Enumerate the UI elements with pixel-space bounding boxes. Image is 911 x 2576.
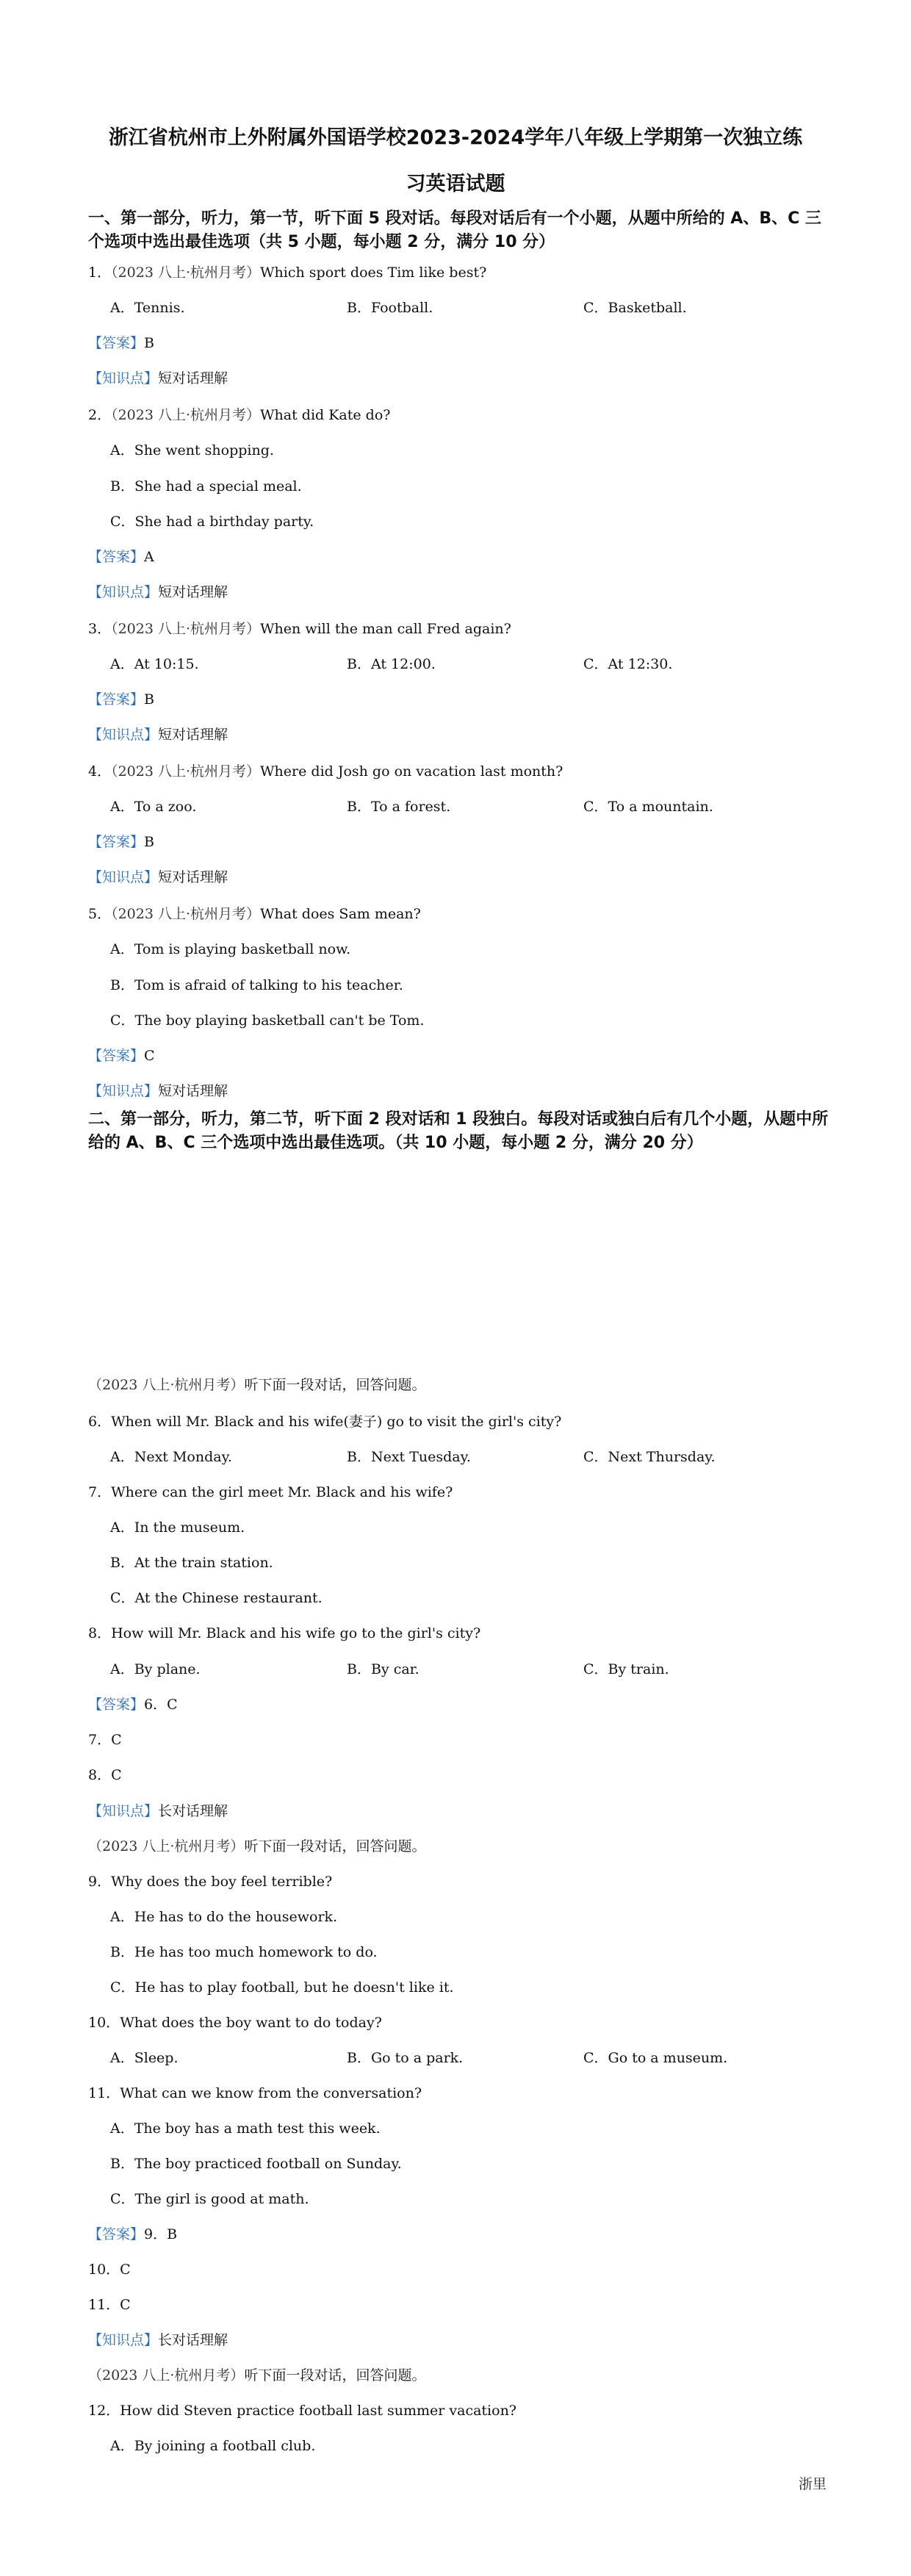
question-1-option-b: B．Football. xyxy=(347,300,433,316)
question-10: 10．What does the boy want to do today? xyxy=(88,2015,382,2031)
exam-title-line-2: 习英语试题 xyxy=(406,173,505,195)
section-2-heading: 二、第一部分，听力，第二节，听下面 2 段对话和 1 段独白。每段对话或独白后有几个小题，从题中所给的 A、B、C 三个选项中选出最佳选项。（共 10 小题，每小题 2 分，满分 20 分） xyxy=(88,1110,829,1152)
group-1-answer-8: 8．C xyxy=(88,1767,122,1783)
question-10-option-a: A．Sleep. xyxy=(110,2050,179,2066)
question-3-knowledge: 【知识点】短对话理解 xyxy=(88,727,228,743)
group-2-answer-11: 11．C xyxy=(88,2297,131,2313)
question-8-option-c: C．By train. xyxy=(583,1661,669,1677)
group-1-knowledge: 【知识点】长对话理解 xyxy=(88,1803,228,1819)
question-3-answer: 【答案】B xyxy=(88,691,154,708)
question-9-option-a: A．He has to do the housework. xyxy=(110,1909,338,1925)
group-3-intro: （2023 八上·杭州月考）听下面一段对话，回答问题。 xyxy=(88,2367,426,2383)
group-2-knowledge: 【知识点】长对话理解 xyxy=(88,2332,228,2348)
question-4-knowledge: 【知识点】短对话理解 xyxy=(88,869,228,885)
group-1-answer-7: 7．C xyxy=(88,1732,122,1748)
question-text: What did Kate do? xyxy=(260,407,391,423)
question-8-option-a: A．By plane. xyxy=(110,1661,201,1677)
question-12-option-a: A．By joining a football club. xyxy=(110,2438,316,2454)
question-text: What does Sam mean? xyxy=(260,906,421,922)
question-7-option-b: B．At the train station. xyxy=(110,1555,273,1571)
question-6-option-b: B．Next Tuesday. xyxy=(347,1449,471,1465)
question-11: 11．What can we know from the conversation? xyxy=(88,2085,422,2101)
question-5-option-b: B．Tom is afraid of talking to his teacher. xyxy=(110,977,403,993)
question-1-knowledge: 【知识点】短对话理解 xyxy=(88,370,228,386)
question-text: When will the man call Fred again? xyxy=(260,621,511,637)
exam-title-line-1: 浙江省杭州市上外附属外国语学校2023-2024学年八年级上学期第一次独立练 xyxy=(108,126,803,149)
question-3-option-a: A．At 10:15. xyxy=(110,656,199,672)
question-11-option-a: A．The boy has a math test this week. xyxy=(110,2120,381,2137)
group-2-answer-10: 10．C xyxy=(88,2262,131,2278)
question-5: 5．（2023 八上·杭州月考）What does Sam mean? xyxy=(88,906,421,922)
question-1-option-a: A．Tennis. xyxy=(110,300,185,316)
question-9-option-c: C．He has to play football, but he doesn't like it. xyxy=(110,1979,454,1996)
question-11-option-b: B．The boy practiced football on Sunday. xyxy=(110,2156,402,2172)
question-4-option-c: C．To a mountain. xyxy=(583,799,713,815)
question-3: 3．（2023 八上·杭州月考）When will the man call Fred again? xyxy=(88,621,511,637)
question-2-option-a: A．She went shopping. xyxy=(110,442,274,458)
group-2-answer: 【答案】9．B xyxy=(88,2226,178,2242)
question-5-answer: 【答案】C xyxy=(88,1048,155,1064)
group-1-answer: 【答案】6．C xyxy=(88,1697,178,1713)
question-6: 6．When will Mr. Black and his wife(妻子) go to visit the girl's city? xyxy=(88,1414,562,1430)
question-8: 8．How will Mr. Black and his wife go to the girl's city? xyxy=(88,1625,481,1641)
question-10-option-b: B．Go to a park. xyxy=(347,2050,464,2066)
question-2: 2．（2023 八上·杭州月考）What did Kate do? xyxy=(88,407,391,423)
question-7: 7．Where can the girl meet Mr. Black and his wife? xyxy=(88,1484,453,1500)
question-1-option-c: C．Basketball. xyxy=(583,300,687,316)
question-6-option-a: A．Next Monday. xyxy=(110,1449,232,1465)
question-4-answer: 【答案】B xyxy=(88,834,154,850)
question-text: Where did Josh go on vacation last month? xyxy=(260,763,563,780)
question-4: 4．（2023 八上·杭州月考）Where did Josh go on vacation last month? xyxy=(88,763,563,780)
group-2-intro: （2023 八上·杭州月考）听下面一段对话，回答问题。 xyxy=(88,1838,426,1854)
question-6-option-c: C．Next Thursday. xyxy=(583,1449,716,1465)
question-10-option-c: C．Go to a museum. xyxy=(583,2050,728,2066)
question-2-option-b: B．She had a special meal. xyxy=(110,478,302,494)
question-7-option-a: A．In the museum. xyxy=(110,1519,245,1536)
question-9-option-b: B．He has too much homework to do. xyxy=(110,1944,378,1960)
question-5-knowledge: 【知识点】短对话理解 xyxy=(88,1083,228,1099)
question-1: 1．（2023 八上·杭州月考）Which sport does Tim like best? xyxy=(88,265,487,281)
question-3-option-b: B．At 12:00. xyxy=(347,656,436,672)
group-1-intro: （2023 八上·杭州月考）听下面一段对话，回答问题。 xyxy=(88,1377,426,1393)
question-3-option-c: C．At 12:30. xyxy=(583,656,673,672)
page-footer: 浙里 xyxy=(798,2476,827,2492)
question-text: Which sport does Tim like best? xyxy=(260,265,487,281)
question-5-option-a: A．Tom is playing basketball now. xyxy=(110,941,351,957)
question-7-option-c: C．At the Chinese restaurant. xyxy=(110,1590,323,1606)
question-9: 9．Why does the boy feel terrible? xyxy=(88,1874,333,1890)
question-4-option-b: B．To a forest. xyxy=(347,799,451,815)
question-2-knowledge: 【知识点】短对话理解 xyxy=(88,584,228,600)
section-1-heading: 一、第一部分，听力，第一节，听下面 5 段对话。每段对话后有一个小题，从题中所给的 A、B、C 三个选项中选出最佳选项（共 5 小题，每小题 2 分，满分 10 分） xyxy=(88,209,821,251)
question-4-option-a: A．To a zoo. xyxy=(110,799,197,815)
question-5-option-c: C．The boy playing basketball can't be Tom. xyxy=(110,1012,425,1029)
question-12: 12．How did Steven practice football last summer vacation? xyxy=(88,2403,516,2419)
question-2-option-c: C．She had a birthday party. xyxy=(110,514,314,530)
question-11-option-c: C．The girl is good at math. xyxy=(110,2191,309,2207)
question-1-answer: 【答案】B xyxy=(88,335,154,351)
question-8-option-b: B．By car. xyxy=(347,1661,420,1677)
question-2-answer: 【答案】A xyxy=(88,549,154,565)
